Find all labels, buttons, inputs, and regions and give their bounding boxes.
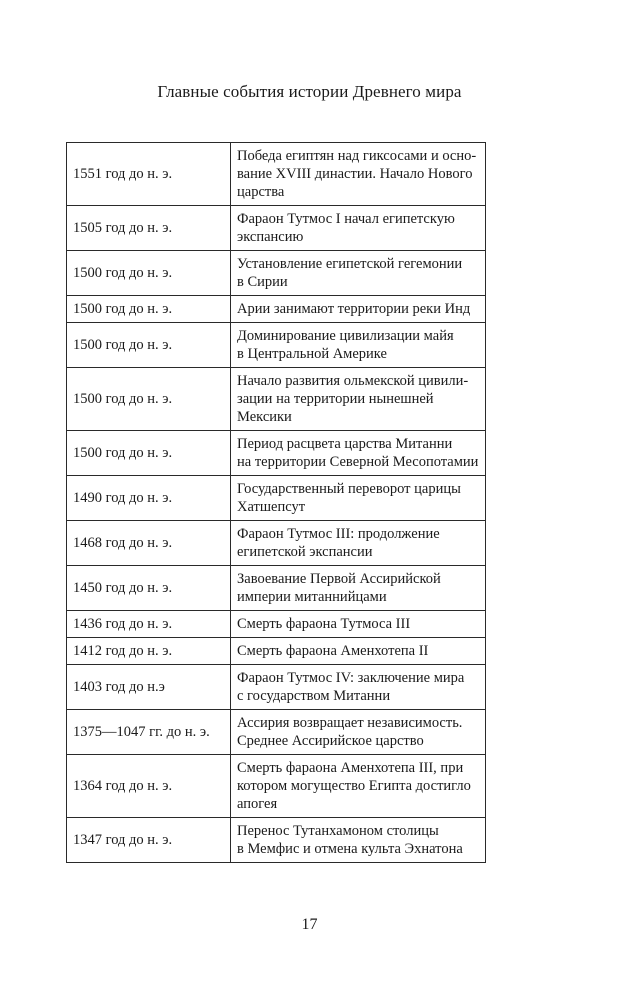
event-description-line: на территории Северной Месопотамии [237, 454, 479, 470]
table-row [67, 251, 486, 296]
page-number: 17 [301, 916, 318, 933]
events-table [66, 142, 486, 863]
table-row [67, 323, 486, 368]
event-description-cell [231, 521, 486, 566]
event-date-cell: 1490 год до н. э. [67, 476, 231, 521]
event-description-line: котором могущество Египта достигло [237, 778, 471, 794]
event-description-line: царства [237, 184, 285, 200]
event-description-line: Завоевание Первой Ассирийской [237, 571, 441, 587]
event-description-line: вание XVIII династии. Начало Нового [237, 166, 473, 182]
table-row [67, 566, 486, 611]
event-date-cell: 1403 год до н.э [67, 665, 231, 710]
event-description-cell [231, 710, 486, 755]
table-row [67, 296, 486, 323]
event-description-line: Ассирия возвращает независимость. [237, 715, 463, 731]
event-date-cell: 1500 год до н. э. [67, 431, 231, 476]
table-row [67, 476, 486, 521]
table-row [67, 521, 486, 566]
event-date-cell: 1375—1047 гг. до н. э. [67, 710, 231, 755]
event-description-line: Начало развития ольмекской цивили- [237, 373, 469, 389]
event-description-cell [231, 296, 486, 323]
event-description-cell [231, 566, 486, 611]
event-description-line: Хатшепсут [237, 499, 306, 515]
event-date-cell: 1347 год до н. э. [67, 818, 231, 863]
table-row [67, 206, 486, 251]
events-table-body [67, 143, 486, 863]
event-date-cell: 1500 год до н. э. [67, 296, 231, 323]
event-description-cell [231, 323, 486, 368]
event-description-cell [231, 143, 486, 206]
event-description-cell [231, 665, 486, 710]
event-description-line: в Сирии [237, 274, 288, 290]
event-description-line: Смерть фараона Аменхотепа II [237, 643, 429, 659]
event-date-cell: 1500 год до н. э. [67, 323, 231, 368]
event-date-cell: 1500 год до н. э. [67, 368, 231, 431]
event-description-cell [231, 368, 486, 431]
event-description-line: Доминирование цивилизации майя [237, 328, 454, 344]
table-row [67, 710, 486, 755]
event-date-cell: 1500 год до н. э. [67, 251, 231, 296]
table-row [67, 755, 486, 818]
table-row [67, 431, 486, 476]
table-row [67, 143, 486, 206]
table-row [67, 665, 486, 710]
event-description-line: в Центральной Америке [237, 346, 387, 362]
event-description-cell [231, 251, 486, 296]
event-description-line: Фараон Тутмос III: продолжение [237, 526, 440, 542]
table-row [67, 818, 486, 863]
event-description-cell [231, 755, 486, 818]
event-description-cell [231, 818, 486, 863]
event-date-cell: 1468 год до н. э. [67, 521, 231, 566]
event-description-line: с государством Митанни [237, 688, 391, 704]
event-description-line: апогея [237, 796, 278, 812]
event-description-line: египетской экспансии [237, 544, 373, 560]
event-description-line: Государственный переворот царицы [237, 481, 461, 497]
event-description-line: Смерть фараона Тутмоса III [237, 616, 411, 632]
event-date-cell: 1450 год до н. э. [67, 566, 231, 611]
event-description-cell [231, 431, 486, 476]
event-description-line: экспансию [237, 229, 304, 245]
event-description-line: Арии занимают территории реки Инд [237, 301, 471, 317]
event-description-cell [231, 611, 486, 638]
event-description-line: Установление египетской гегемонии [237, 256, 463, 272]
page-title: Главные события истории Древнего мира [157, 82, 462, 101]
event-description-line: Победа египтян над гиксосами и осно- [237, 148, 477, 164]
event-description-line: Фараон Тутмос I начал египетскую [237, 211, 455, 227]
event-description-line: Мексики [237, 409, 292, 425]
table-row [67, 638, 486, 665]
event-description-line: Перенос Тутанхамоном столицы [237, 823, 439, 839]
event-description-line: империи митаннийцами [237, 589, 387, 605]
event-description-line: Период расцвета царства Митанни [237, 436, 453, 452]
event-description-line: Смерть фараона Аменхотепа III, при [237, 760, 464, 776]
event-description-cell [231, 638, 486, 665]
event-date-cell: 1436 год до н. э. [67, 611, 231, 638]
event-description-line: в Мемфис и отмена культа Эхнатона [237, 841, 463, 857]
event-date-cell: 1412 год до н. э. [67, 638, 231, 665]
table-row [67, 368, 486, 431]
event-description-cell [231, 476, 486, 521]
event-description-cell [231, 206, 486, 251]
event-description-line: зации на территории нынешней [237, 391, 434, 407]
table-row [67, 611, 486, 638]
event-description-line: Среднее Ассирийское царство [237, 733, 424, 749]
event-date-cell: 1551 год до н. э. [67, 143, 231, 206]
event-date-cell: 1505 год до н. э. [67, 206, 231, 251]
event-date-cell: 1364 год до н. э. [67, 755, 231, 818]
event-description-line: Фараон Тутмос IV: заключение мира [237, 670, 465, 686]
